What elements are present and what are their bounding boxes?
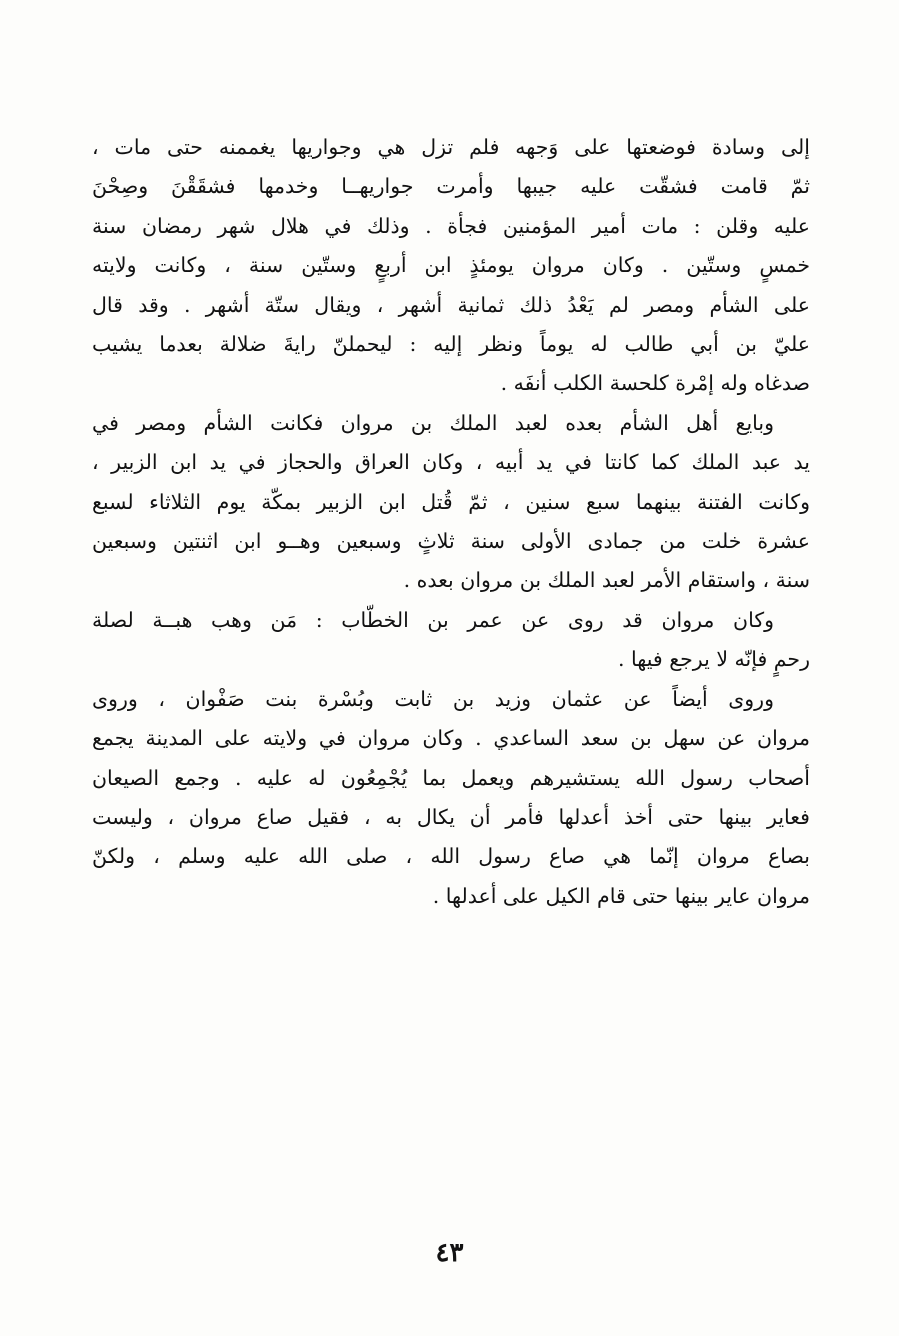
text-line: عشرة خلت من جمادى الأولى سنة ثلاثٍ وسبعين وهــو ابن اثنتين وسبعين xyxy=(92,529,810,554)
text-line: يد عبد الملك كما كانتا في يد أبيه ، وكان العراق والحجاز في يد ابن الزبير ، xyxy=(92,450,810,475)
text-line: عليّ بن أبي طالب له يوماً ونظر إليه : ليحملنّ رايةَ ضلالة بعدما يشيب xyxy=(92,332,810,357)
text-line: ثمّ قامت فشقّت عليه جيبها وأمرت جواريهــا وخدمها فشقَقْنَ وصِحْنَ xyxy=(92,174,810,199)
text-line: وكانت الفتنة بينهما سبع سنين ، ثمّ قُتل ابن الزبير بمكّة يوم الثلاثاء لسبع xyxy=(92,489,810,514)
text-line: وبايع أهل الشأم بعده لعبد الملك بن مروان فكانت الشأم ومصر في xyxy=(92,410,774,435)
text-line: إلى وسادة فوضعتها على وَجهه فلم تزل هي وجواريها يغممنه حتى مات ، xyxy=(92,135,810,159)
text-line: مروان عاير بينها حتى قام الكيل على أعدلها . xyxy=(432,883,810,908)
text-line: صدغاه وله إمْرة كلحسة الكلب أنفَه . xyxy=(500,371,810,396)
text-line: عليه وقلن : مات أمير المؤمنين فجأة . وذلك في هلال شهر رمضان سنة xyxy=(92,213,810,238)
text-line: مروان عن سهل بن سعد الساعدي . وكان مروان في ولايته على المدينة يجمع xyxy=(92,726,810,751)
body-text xyxy=(92,128,810,916)
text-line: أصحاب رسول الله يستشيرهم ويعمل بما يُجْمِعُون له عليه . وجمع الصيعان xyxy=(92,765,810,790)
text-line: وروى أيضاً عن عثمان وزيد بن ثابت وبُسْرة بنت صَفْوان ، وروى xyxy=(92,686,774,711)
text-line: وكان مروان قد روى عن عمر بن الخطّاب : مَن وهب هبــة لصلة xyxy=(92,607,774,632)
text-line: خمسٍ وستّين . وكان مروان يومئذٍ ابن أربعٍ وستّين سنة ، وكانت ولايته xyxy=(92,253,810,278)
paragraph xyxy=(92,404,810,601)
paragraph xyxy=(92,128,810,404)
text-line: بصاع مروان إنّما هي صاع رسول الله ، صلى الله عليه وسلم ، ولكنّ xyxy=(92,844,810,869)
text-line: على الشأم ومصر لم يَعْدُ ذلك ثمانية أشهر ، ويقال ستّة أشهر . وقد قال xyxy=(92,292,810,317)
text-line: فعاير بينها حتى أخذ أعدلها فأمر أن يكال به ، فقيل صاع مروان ، وليست xyxy=(92,804,810,829)
paragraph xyxy=(92,601,810,680)
paragraph xyxy=(92,680,810,916)
text-line: رحمٍ فإنّه لا يرجع فيها . xyxy=(617,647,810,672)
text-line: سنة ، واستقام الأمر لعبد الملك بن مروان بعده . xyxy=(403,568,810,593)
page-number: ٤٣ xyxy=(435,1238,464,1268)
